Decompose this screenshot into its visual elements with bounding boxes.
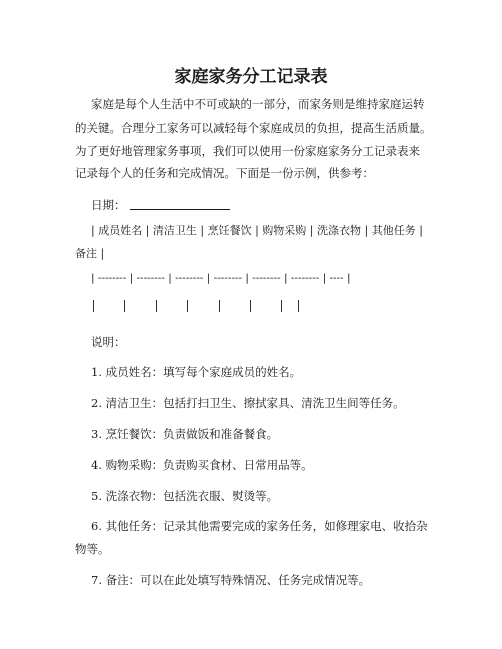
note-2: 2. 清洁卫生：包括打扫卫生、擦拭家具、清洗卫生间等任务。 (91, 396, 405, 410)
note-3: 3. 烹饪餐饮：负责做饭和准备餐食。 (91, 427, 279, 441)
notes-heading: 说明： (91, 335, 126, 349)
date-label: 日期： (91, 198, 126, 212)
note-6: 6. 其他任务：记录其他需要完成的家务任务，如修理家电、收拾杂 (91, 519, 428, 533)
table-divider: | -------- | -------- | -------- | -------- | -------- | -------- | ---- | (91, 272, 351, 284)
note-4: 4. 购物采购：负责购买食材、日常用品等。 (91, 458, 313, 472)
date-blank[interactable] (130, 197, 230, 210)
intro-line-2: 的关键。合理分工家务可以减轻每个家庭成员的负担，提高生活质量。 (75, 121, 432, 135)
row-separator (281, 300, 282, 312)
date-field (91, 197, 230, 213)
note-1: 1. 成员姓名：填写每个家庭成员的姓名。 (91, 365, 302, 379)
row-separator (298, 300, 299, 312)
row-separator (250, 300, 251, 312)
row-separator (187, 300, 188, 312)
document-title: 家庭家务分工记录表 (174, 67, 328, 87)
row-separator (93, 300, 94, 312)
note-6-continued: 物等。 (75, 542, 110, 556)
row-separator (219, 300, 220, 312)
intro-line-1: 家庭是每个人生活中不可或缺的一部分，而家务则是维持家庭运转 (91, 97, 425, 111)
table-header-line-1: | 成员姓名 | 清洁卫生 | 烹饪餐饮 | 购物采购 | 洗涤衣物 | 其他任务 | (91, 224, 423, 237)
note-7: 7. 备注：可以在此处填写特殊情况、任务完成情况等。 (91, 573, 371, 587)
intro-line-3: 为了更好地管理家务事项，我们可以使用一份家庭家务分工记录表来 (75, 144, 420, 158)
row-separator (156, 300, 157, 312)
intro-line-4: 记录每个人的任务和完成情况。下面是一份示例，供参考： (75, 166, 374, 180)
note-5: 5. 洗涤衣物：包括洗衣服、熨烫等。 (91, 489, 279, 503)
row-separator (124, 300, 125, 312)
table-header-line-2: 备注 | (75, 247, 105, 260)
